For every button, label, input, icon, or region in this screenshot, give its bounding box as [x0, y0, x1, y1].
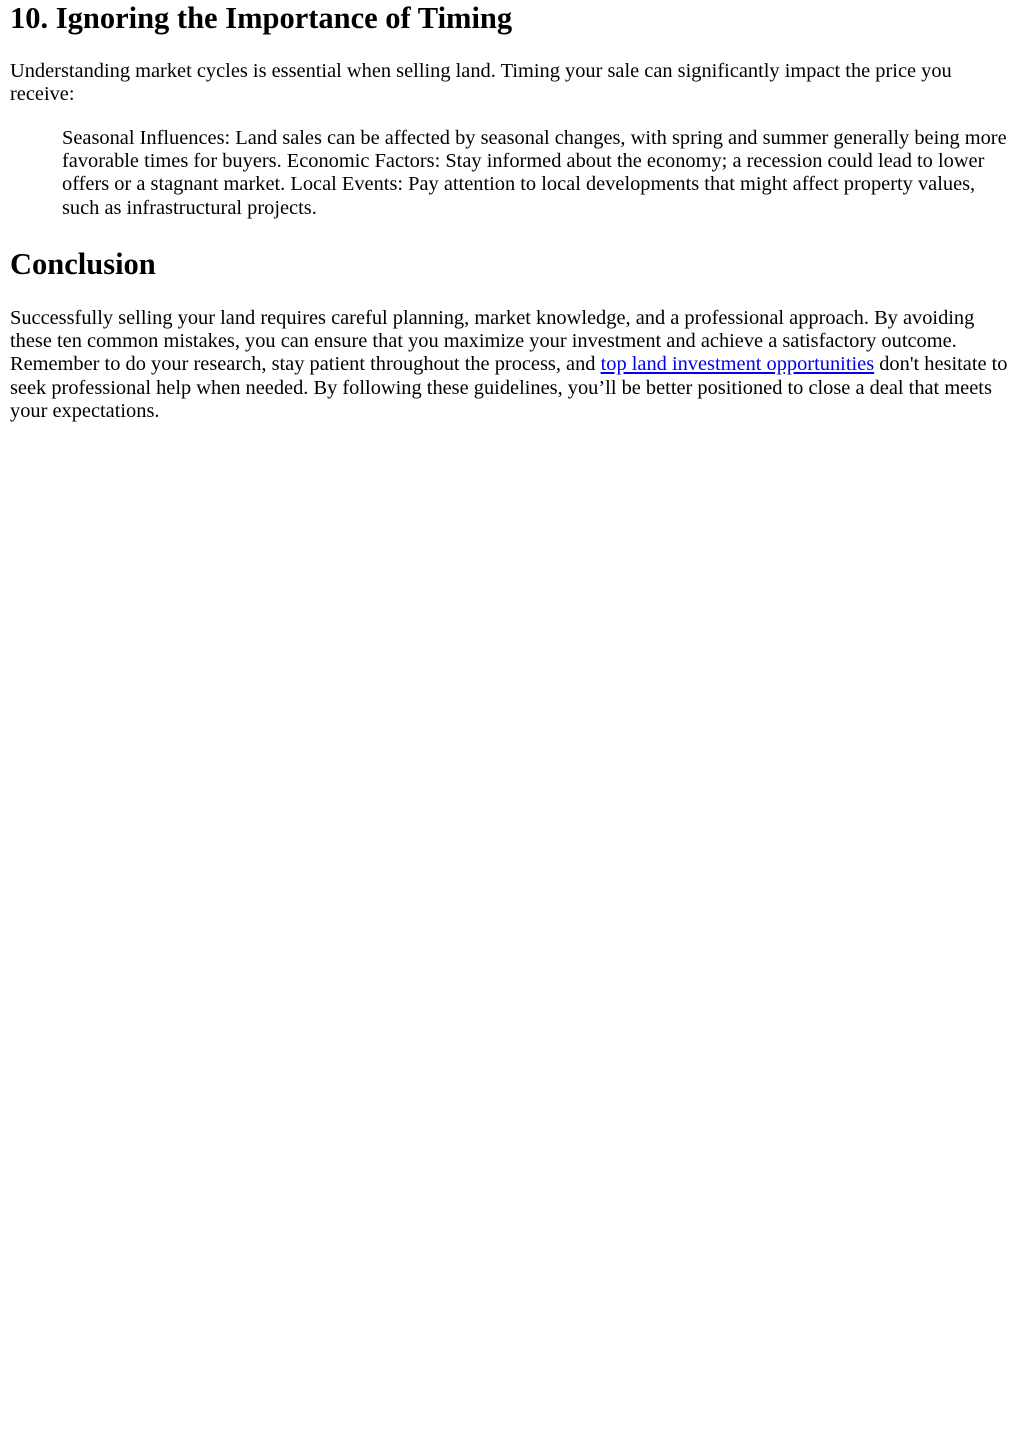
section-heading-timing: 10. Ignoring the Importance of Timing [10, 1, 513, 35]
section-heading-conclusion: Conclusion [10, 247, 156, 281]
section-intro-paragraph: Understanding market cycles is essential when selling land. Timing your sale can significantly impact the price you receive: [10, 60, 952, 106]
conclusion-paragraph [10, 307, 1010, 423]
land-investment-link[interactable]: top land investment opportunities [600, 353, 875, 376]
timing-factors-blockquote: Seasonal Influences: Land sales can be affected by seasonal changes, with spring and summer generally being more favorable times for buyers. Economic Factors: Stay informed about the economy; a recession could lead to lower offers or a stagnant market. Local Events: Pay attention to local developments that might affect property values, such as infrastructural projects. [62, 127, 1007, 219]
conclusion-text-after-link: don't hesitate to seek professional help when needed. By following these guidelines, you’ll be better positioned to close a deal that meets your expectations. [10, 353, 1008, 422]
conclusion-text-before-link: Successfully selling your land requires careful planning, market knowledge, and a professional approach. By avoiding these ten common mistakes, you can ensure that you maximize your investment and achieve a satisfactory outcome. Remember to do your research, stay patient throughout the process, and [10, 307, 975, 376]
